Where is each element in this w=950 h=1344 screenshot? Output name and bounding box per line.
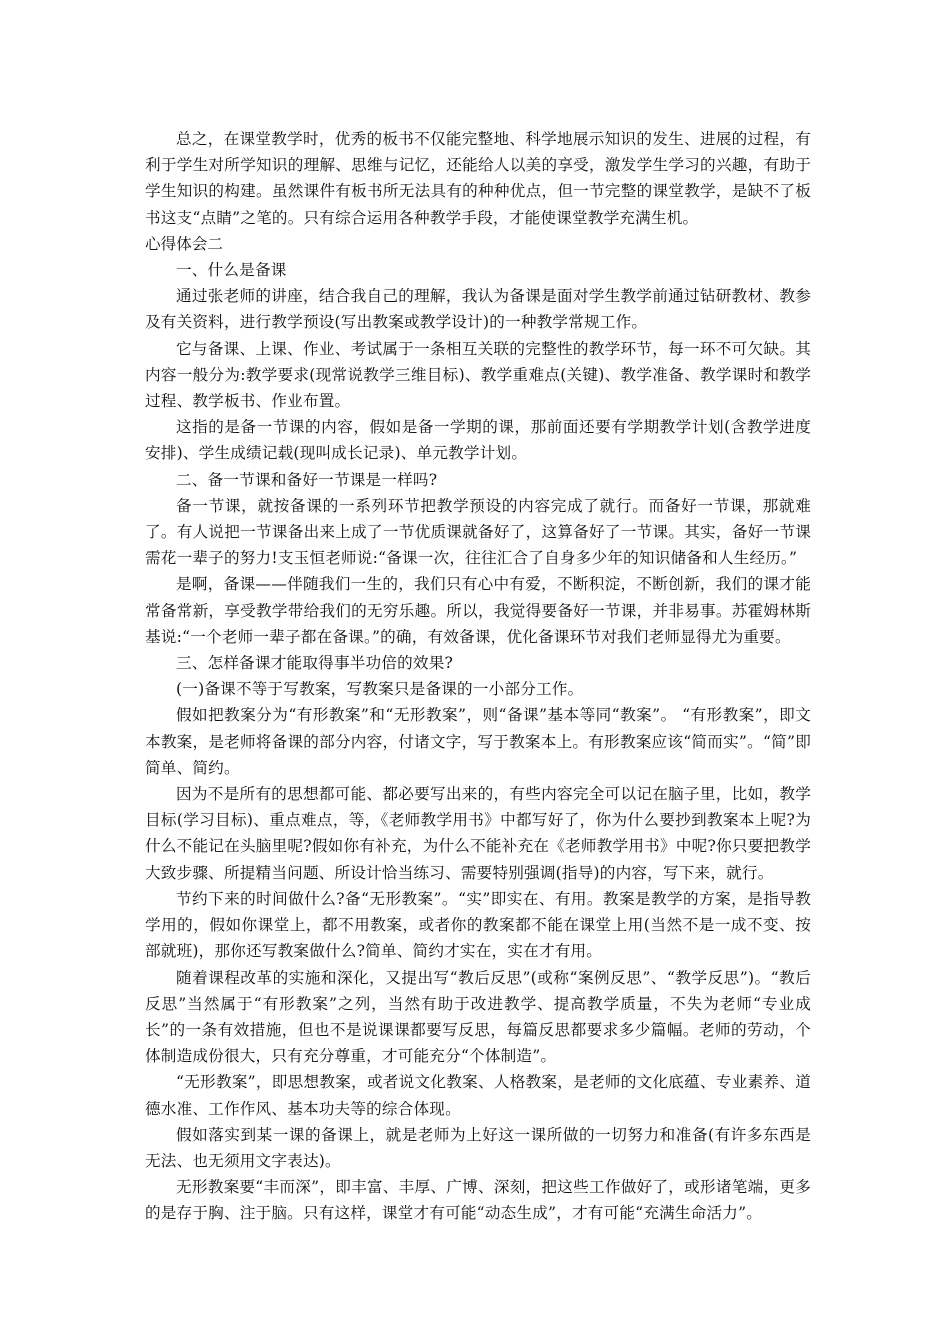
paragraph: 假如把教案分为“有形教案”和“无形教案”，则“备课”基本等同“教案”。 “有形教案”，即文本教案，是老师将备课的部分内容，付诸文字，写于教案本上。有形教案应该“简而实”。“简”即简单、简约。 bbox=[145, 706, 811, 777]
paragraph: “无形教案”，即思想教案，或者说文化教案、人格教案，是老师的文化底蕴、专业素养、道德水准、工作作风、基本功夫等的综合体现。 bbox=[145, 1073, 811, 1118]
paragraph: 因为不是所有的思想都可能、都必要写出来的，有些内容完全可以记在脑子里，比如，教学目标(学习目标)、重点难点，等，《老师教学用书》中都写好了，你为什么要抄到教案本上呢?为什么不能记在头脑里呢?假如你有补充，为什么不能补充在《老师教学用书》中呢?你只要把教学大致步骤、所提精当问题、所设计恰当练习、需要特别强调(指导)的内容，写下来，就行。 bbox=[145, 785, 811, 882]
section-title-xinde-tihui-er: 心得体会二 bbox=[145, 234, 223, 253]
paragraph: 它与备课、上课、作业、考试属于一条相互关联的完整性的教学环节，每一环不可欠缺。其内容一般分为:教学要求(现常说教学三维目标)、教学重难点(关键)、教学准备、教学课时和教学过程、教学板书、作业布置。 bbox=[145, 339, 811, 411]
paragraph-summary: 总之，在课堂教学时，优秀的板书不仅能完整地、科学地展示知识的发生、进展的过程，有利于学生对所学知识的理解、思维与记忆，还能给人以美的享受，激发学生学习的兴趣，有助于学生知识的构建。虽然课件有板书所无法具有的种种优点，但一节完整的课堂教学，是缺不了板书这支“点睛”之笔的。只有综合运用各种教学手段，才能使课堂教学充满生机。 bbox=[145, 130, 811, 227]
document-body bbox=[145, 126, 811, 1227]
paragraph: 节约下来的时间做什么?备“无形教案”。“实”即实在、有用。教案是教学的方案，是指导教学用的，假如你课堂上，都不用教案，或者你的教案都不能在课堂上用(当然不是一成不变、按部就班)，那你还写教案做什么?简单、简约才实在，实在才有用。 bbox=[145, 889, 811, 961]
paragraph: 无形教案要“丰而深”，即丰富、丰厚、广博、深刻，把这些工作做好了，或形诸笔端，更多的是存于胸、注于脑。只有这样，课堂才有可能“动态生成”，才有可能“充满生命活力”。 bbox=[145, 1178, 811, 1223]
heading-how-to-prep: 三、怎样备课才能取得事半功倍的效果? bbox=[176, 654, 454, 673]
paragraph: 假如落实到某一课的备课上，就是老师为上好这一课所做的一切努力和准备(有许多东西是无法、也无须用文字表达)。 bbox=[145, 1125, 811, 1170]
paragraph: 通过张老师的讲座，结合我自己的理解，我认为备课是面对学生教学前通过钻研教材、教参及有关资料，进行教学预设(写出教案或教学设计)的一种教学常规工作。 bbox=[145, 287, 811, 332]
paragraph: 备一节课，就按备课的一系列环节把教学预设的内容完成了就行。而备好一节课，那就难了。有人说把一节课备出来上成了一节优质课就备好了，这算备好了一节课。其实，备好一节课需花一辈子的努力!支玉恒老师说:“备课一次，往往汇合了自身多少年的知识储备和人生经历。” bbox=[145, 496, 811, 568]
paragraph: 随着课程改革的实施和深化，又提出写“教后反思”(或称“案例反思”、“教学反思”)。“教后反思”当然属于“有形教案”之列，当然有助于改进教学、提高教学质量，不失为老师“专业成长”的一条有效措施，但也不是说课课都要写反思，每篇反思都要求多少篇幅。老师的劳动，个体制造成份很大，只有充分尊重，才可能充分“个体制造”。 bbox=[145, 968, 811, 1066]
subheading-prep-not-lesson-plan: (一)备课不等于写教案，写教案只是备课的一小部分工作。 bbox=[176, 680, 584, 699]
heading-prep-vs-good-prep: 二、备一节课和备好一节课是一样吗? bbox=[176, 470, 438, 489]
heading-what-is-lesson-prep: 一、什么是备课 bbox=[176, 261, 287, 280]
paragraph: 是啊，备课——伴随我们一生的，我们只有心中有爱，不断积淀，不断创新，我们的课才能常备常新，享受教学带给我们的无穷乐趣。所以，我觉得要备好一节课，并非易事。苏霍姆林斯基说:“一个老师一辈子都在备课。”的确，有效备课，优化备课环节对我们老师显得尤为重要。 bbox=[145, 575, 811, 646]
paragraph: 这指的是备一节课的内容，假如是备一学期的课，那前面还要有学期教学计划(含教学进度安排)、学生成绩记载(现叫成长记录)、单元教学计划。 bbox=[145, 418, 811, 463]
